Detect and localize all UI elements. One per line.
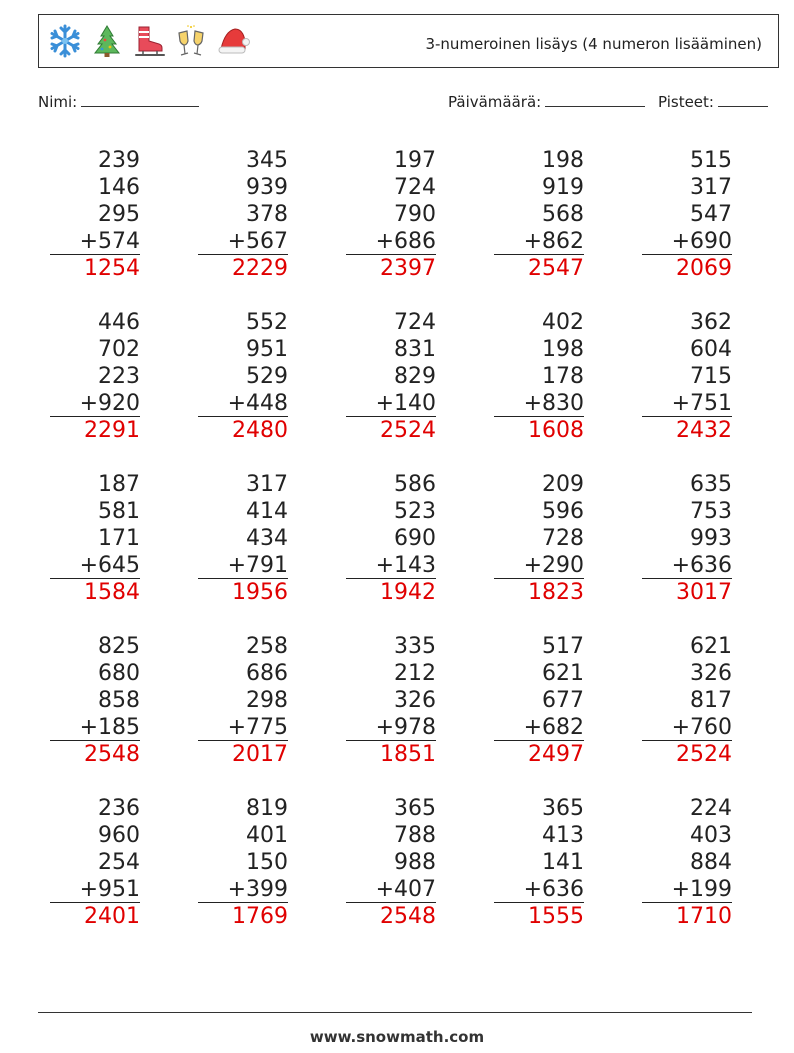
addend: 951 — [246, 337, 288, 362]
addend: 690 — [394, 526, 436, 551]
addition-problem — [494, 471, 584, 606]
addend: 680 — [98, 661, 140, 686]
addend-with-plus: +567 — [198, 228, 288, 255]
addend: 993 — [690, 526, 732, 551]
footer-divider — [38, 1012, 752, 1013]
addend-with-plus: +574 — [50, 228, 140, 255]
answer: 1254 — [84, 256, 140, 281]
addend: 146 — [98, 175, 140, 200]
addend-with-plus: +760 — [642, 714, 732, 741]
addend-with-plus: +775 — [198, 714, 288, 741]
santa-hat-icon — [215, 23, 251, 59]
answer: 1851 — [380, 742, 436, 767]
addition-problem — [346, 471, 436, 606]
addend: 295 — [98, 202, 140, 227]
addition-problem — [50, 309, 140, 444]
addend: 529 — [246, 364, 288, 389]
addend: 596 — [542, 499, 584, 524]
name-field — [38, 93, 199, 111]
addend: 223 — [98, 364, 140, 389]
addend-with-plus: +862 — [494, 228, 584, 255]
addend-with-plus: +920 — [50, 390, 140, 417]
addend: 635 — [690, 472, 732, 497]
addition-problem — [494, 633, 584, 768]
addition-problem — [50, 633, 140, 768]
addend: 362 — [690, 310, 732, 335]
answer: 1710 — [676, 904, 732, 929]
addend: 919 — [542, 175, 584, 200]
addend-with-plus: +290 — [494, 552, 584, 579]
addend: 254 — [98, 850, 140, 875]
addend: 209 — [542, 472, 584, 497]
score-field — [658, 93, 768, 111]
addend: 378 — [246, 202, 288, 227]
addend: 517 — [542, 634, 584, 659]
addend: 258 — [246, 634, 288, 659]
answer: 2524 — [380, 418, 436, 443]
addend: 317 — [690, 175, 732, 200]
champagne-glasses-icon — [173, 23, 209, 59]
addend: 326 — [394, 688, 436, 713]
addition-problem — [198, 309, 288, 444]
addend: 817 — [690, 688, 732, 713]
answer: 1584 — [84, 580, 140, 605]
addend: 988 — [394, 850, 436, 875]
answer: 1942 — [380, 580, 436, 605]
addend: 621 — [690, 634, 732, 659]
addend: 884 — [690, 850, 732, 875]
answer: 3017 — [676, 580, 732, 605]
addend: 677 — [542, 688, 584, 713]
answer: 2524 — [676, 742, 732, 767]
addend: 212 — [394, 661, 436, 686]
date-label: Päivämäärä: — [448, 93, 542, 111]
addend: 335 — [394, 634, 436, 659]
answer: 1555 — [528, 904, 584, 929]
addend: 414 — [246, 499, 288, 524]
addend: 197 — [394, 148, 436, 173]
addend-with-plus: +185 — [50, 714, 140, 741]
answer: 2497 — [528, 742, 584, 767]
addend: 224 — [690, 796, 732, 821]
addend: 552 — [246, 310, 288, 335]
answer: 2291 — [84, 418, 140, 443]
addend: 401 — [246, 823, 288, 848]
answer: 2480 — [232, 418, 288, 443]
addend: 365 — [394, 796, 436, 821]
addend: 753 — [690, 499, 732, 524]
score-label: Pisteet: — [658, 93, 714, 111]
addend-with-plus: +830 — [494, 390, 584, 417]
addend: 702 — [98, 337, 140, 362]
addend-with-plus: +199 — [642, 876, 732, 903]
answer: 2229 — [232, 256, 288, 281]
addend: 819 — [246, 796, 288, 821]
addend-with-plus: +448 — [198, 390, 288, 417]
addition-problem — [494, 309, 584, 444]
addition-problem — [494, 147, 584, 282]
addition-problem — [346, 795, 436, 930]
addend: 858 — [98, 688, 140, 713]
addend-with-plus: +682 — [494, 714, 584, 741]
addend-with-plus: +645 — [50, 552, 140, 579]
answer: 1608 — [528, 418, 584, 443]
addend-with-plus: +690 — [642, 228, 732, 255]
addend: 829 — [394, 364, 436, 389]
addend: 317 — [246, 472, 288, 497]
addition-problem — [50, 147, 140, 282]
date-field — [448, 93, 645, 111]
addition-problem — [642, 147, 732, 282]
addend-with-plus: +951 — [50, 876, 140, 903]
worksheet-title: 3-numeroinen lisäys (4 numeron lisääminen) — [425, 35, 762, 53]
addend: 413 — [542, 823, 584, 848]
answer: 1956 — [232, 580, 288, 605]
addition-problem — [642, 633, 732, 768]
addend: 604 — [690, 337, 732, 362]
addend-with-plus: +791 — [198, 552, 288, 579]
addend: 586 — [394, 472, 436, 497]
icon-strip — [47, 23, 251, 59]
addend: 686 — [246, 661, 288, 686]
addition-problem — [346, 147, 436, 282]
answer: 1769 — [232, 904, 288, 929]
addend: 187 — [98, 472, 140, 497]
answer: 2401 — [84, 904, 140, 929]
addend: 446 — [98, 310, 140, 335]
addend: 236 — [98, 796, 140, 821]
addition-problem — [642, 795, 732, 930]
addend-with-plus: +143 — [346, 552, 436, 579]
addend: 326 — [690, 661, 732, 686]
answer: 2069 — [676, 256, 732, 281]
addend: 568 — [542, 202, 584, 227]
answer: 2548 — [380, 904, 436, 929]
answer: 1823 — [528, 580, 584, 605]
addend: 434 — [246, 526, 288, 551]
addend: 402 — [542, 310, 584, 335]
addend: 939 — [246, 175, 288, 200]
addition-problem — [642, 471, 732, 606]
worksheet-header — [38, 14, 779, 68]
addend: 724 — [394, 175, 436, 200]
addend: 239 — [98, 148, 140, 173]
addend-with-plus: +636 — [494, 876, 584, 903]
addend: 141 — [542, 850, 584, 875]
addition-problem — [50, 795, 140, 930]
addend-with-plus: +140 — [346, 390, 436, 417]
addend-with-plus: +751 — [642, 390, 732, 417]
addition-problem — [198, 471, 288, 606]
answer: 2432 — [676, 418, 732, 443]
addend: 178 — [542, 364, 584, 389]
addend: 547 — [690, 202, 732, 227]
addend: 621 — [542, 661, 584, 686]
addend: 345 — [246, 148, 288, 173]
addend: 581 — [98, 499, 140, 524]
name-blank[interactable] — [81, 93, 199, 107]
footer-site: www.snowmath.com — [309, 1028, 485, 1046]
snowflake-icon — [47, 23, 83, 59]
addend: 788 — [394, 823, 436, 848]
addend: 825 — [98, 634, 140, 659]
addend-with-plus: +636 — [642, 552, 732, 579]
addend: 150 — [246, 850, 288, 875]
addend: 728 — [542, 526, 584, 551]
answer: 2548 — [84, 742, 140, 767]
answer: 2017 — [232, 742, 288, 767]
addition-problem — [198, 633, 288, 768]
addend: 515 — [690, 148, 732, 173]
addend: 298 — [246, 688, 288, 713]
answer: 2547 — [528, 256, 584, 281]
date-blank[interactable] — [545, 93, 645, 107]
addition-problem — [198, 795, 288, 930]
addition-problem — [346, 309, 436, 444]
addend: 831 — [394, 337, 436, 362]
addend: 724 — [394, 310, 436, 335]
ice-skate-icon — [131, 23, 167, 59]
addend: 403 — [690, 823, 732, 848]
addend: 365 — [542, 796, 584, 821]
answer: 2397 — [380, 256, 436, 281]
addend-with-plus: +686 — [346, 228, 436, 255]
addition-problem — [642, 309, 732, 444]
christmas-tree-icon — [89, 23, 125, 59]
addend: 198 — [542, 337, 584, 362]
addition-problem — [346, 633, 436, 768]
addend: 171 — [98, 526, 140, 551]
addition-problem — [198, 147, 288, 282]
addend: 790 — [394, 202, 436, 227]
addend-with-plus: +399 — [198, 876, 288, 903]
addition-problem — [494, 795, 584, 930]
addend-with-plus: +978 — [346, 714, 436, 741]
addend: 523 — [394, 499, 436, 524]
addend: 960 — [98, 823, 140, 848]
name-label: Nimi: — [38, 93, 78, 111]
addition-problem — [50, 471, 140, 606]
addend: 715 — [690, 364, 732, 389]
addend-with-plus: +407 — [346, 876, 436, 903]
score-blank[interactable] — [718, 93, 768, 107]
addend: 198 — [542, 148, 584, 173]
